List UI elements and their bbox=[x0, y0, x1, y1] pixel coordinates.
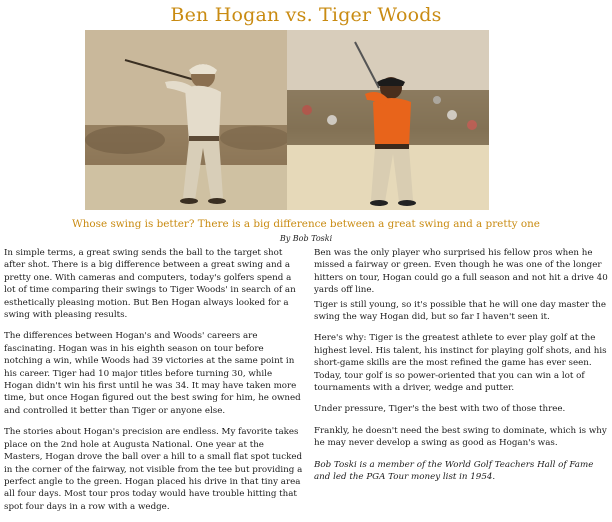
paragraph: Tiger is still young, so it's possible that he will one day master the swing the way Hogan did, but so far I haven't seen it. bbox=[314, 299, 607, 323]
paragraph: The differences between Hogan's and Woods' careers are fascinating. Hogan was in his eighth season on tour before notching a win, while Woods had 39 victories at the same point in his career. Tiger had 10 major titles before turning 30, while Hogan didn't win his first until he was 34. It may have taken more time, but once Hogan figured out the best swing for him, he owned and controlled it better than Tiger or anyone else. bbox=[4, 331, 301, 416]
author-bio: Bob Toski is a member of the World Golf Teachers Hall of Fame and led the PGA Tour money list in 1954. bbox=[314, 459, 594, 483]
right-column bbox=[314, 247, 610, 493]
paragraph: In simple terms, a great swing sends the ball to the target shot after shot. There is a big difference between a great swing and a pretty one. With cameras and computers, today's golfers spend a lot of time comparing their swings to Tiger Woods' in search of an esthetically pleasing motion. But Ben Hogan always looked for a swing with pleasing results. bbox=[4, 248, 296, 321]
hogan-photo bbox=[85, 30, 287, 210]
byline: By Bob Toski bbox=[279, 234, 333, 243]
left-column bbox=[4, 247, 303, 522]
hogan-golfer-illustration bbox=[85, 30, 287, 210]
paragraph: Under pressure, Tiger's the best with two of those three. bbox=[314, 404, 566, 415]
paragraph: Ben was the only player who surprised his fellow pros when he missed a fairway or green. Even though he was one of the longer hitters on tour, Hogan could go a full season and not hit a drive 40 yards off line. bbox=[314, 248, 608, 296]
photo-caption: Whose swing is better? There is a big difference between a great swing and a pretty one bbox=[72, 218, 540, 230]
comparison-photo bbox=[85, 30, 489, 210]
paragraph: Here's why: Tiger is the greatest athlete to ever play golf at the highest level. His talent, his instinct for playing golf shots, and his short-game skills are the most refined the game has ever seen. Today, tour golf is so power-oriented that you can win a lot of tournaments with a driver, wedge and putter. bbox=[314, 333, 607, 394]
woods-photo bbox=[287, 30, 489, 210]
article-title: Ben Hogan vs. Tiger Woods bbox=[170, 4, 442, 26]
paragraph: Frankly, he doesn't need the best swing to dominate, which is why he may never develop a swing as good as Hogan's was. bbox=[314, 425, 607, 449]
paragraph: The stories about Hogan's precision are endless. My favorite takes place on the 2nd hole at Augusta National. One year at the Masters, Hogan drove the ball over a hill to a small flat spot tucked in the corner of the fairway, not visible from the tee but providing a perfect angle to the green. Hogan placed his drive in that tiny area all four days. Most tour pros today would have trouble hitting that spot four days in a row with a wedge. bbox=[4, 427, 303, 512]
woods-golfer-illustration bbox=[287, 30, 489, 210]
